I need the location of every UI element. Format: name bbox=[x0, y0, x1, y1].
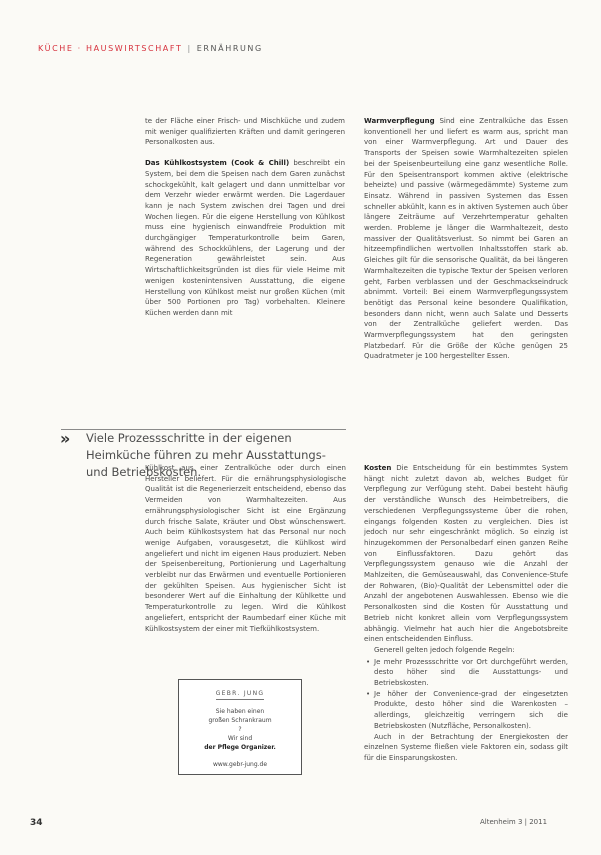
paragraph-warmverpflegung bbox=[364, 116, 568, 362]
left-column-top bbox=[145, 116, 345, 319]
right-column-bottom bbox=[364, 463, 568, 764]
right-column-top bbox=[364, 116, 568, 362]
subsection-title: ERNÄHRUNG bbox=[196, 44, 263, 53]
paragraph: Kühlkost aus einer Zentralküche oder durch einen Hersteller beliefert. Für die ernährungsphysiologische Qualität ist die Regenerierzeit entscheidend, ebenso das Vermeiden von Warmhaltezeiten. Aus ernährungsphysiologischer Sicht ist eine Ergänzung durch frische Salate, Kräuter und Obst wünschenswert. Auch beim Kühlkostsystem hat das Personal nur noch wenige Aufgaben, vorausgesetzt, die Kühlkost wird angeliefert und nicht im eigenen Haus produziert. Neben der Speisenbereitung, Portionierung und Lagerhaltung verbleibt nur das Erwärmen und eventuelle Portionieren der gekühlten Speisen. Aus hygienischer Sicht ist besonderer Wert auf die Einhaltung der Kühlkette und Temperaturkontrolle zu legen. Wird die Kühlkost angeliefert, entspricht der Raumbedarf einer Küche mit Kühlkostsystem der einer mit Tiefkühlkostsystem. bbox=[145, 464, 346, 633]
ad-text bbox=[179, 707, 301, 752]
publication-footer: Altenheim 3 | 2011 bbox=[480, 818, 548, 826]
paragraph-text: Sind eine Zentralküche das Essen konventionell her und liefert es warm aus, spricht man von einer Warmverpflegung. Art und Dauer des Transports der Speisen sowie Warmhaltezeiten spielen bei der Speisenbeurteilung eine ganz wesentliche Rolle. Für den Speisentransport kommen aktive (elektrische beheizte) und passive (wärmegedämmte) Systeme zum Einsatz. Während in passiven Systemen das Essen schneller abkühlt, kann es in aktiven Systemen auch über längere Zeiträume auf Verzehrtemperatur gehalten werden. Probleme je länger die Warmhaltezeit, desto massiver der Qualitätsverlust. So nimmt bei Garen an hitzeempfindlichen wertvollen Inhaltsstoffen stark ab. Gleiches gilt für die sensorische Qualität, da bei längeren Warmhaltezeiten die typische Textur der Speisen verloren geht, Farben verblassen und der Geschmackseindruck abnimmt. Vorteil: Bei einem Warmverpflegungssystem benötigt das Personal keine besondere Qualifikation, besonders dann nicht, wenn auch Salate und Desserts von der Zentralküche geliefert werden. Das Warmverpflegungssystem hat den geringsten Platzbedarf. Für die Größe der Küche genügen 25 Quadratmeter je 100 hergestellter Essen. bbox=[364, 117, 568, 361]
paragraph-kuehlkost bbox=[145, 158, 345, 319]
quote-marker-icon: » bbox=[60, 429, 68, 448]
list-item: • Je höher der Convenience-grad der eingesetzten Produkte, desto höher sind die Warenkosten – allerdings, gleichzeitig verringern sich die Betriebskosten (Nutzfläche, Personalkosten). bbox=[374, 689, 568, 732]
section-title: KÜCHE · HAUSWIRTSCHAFT bbox=[38, 44, 183, 53]
section-header bbox=[38, 44, 263, 53]
list-item: • Je mehr Prozessschritte vor Ort durchgeführt werden, desto höher sind die Ausstattungs- und Betriebskosten. bbox=[374, 657, 568, 689]
advertisement-box[interactable] bbox=[178, 679, 302, 775]
paragraph: te der Fläche einer Frisch- und Mischküche und zudem mit weniger qualifizierten Kräften und damit geringeren Personalkosten aus. bbox=[145, 117, 345, 147]
ad-url-link[interactable]: www.gebr-jung.de bbox=[212, 761, 268, 768]
ad-brand-logo: GEBR. JUNG bbox=[216, 690, 265, 700]
ad-line: Sie haben einen bbox=[215, 708, 265, 715]
page-number: 34 bbox=[30, 818, 43, 828]
pull-quote-text: Viele Prozessschritte in der eigenen Heimküche führen zu mehr Ausstattungs- und Betriebskosten. bbox=[86, 431, 326, 479]
paragraph-rules: Generell gelten jedoch folgende Regeln: bbox=[374, 645, 515, 654]
term-kuehlkostsystem: Das Kühlkostsystem (Cook & Chill) bbox=[145, 159, 290, 168]
ad-line: Wir sind bbox=[227, 735, 253, 742]
term-kosten: Kosten bbox=[364, 464, 392, 472]
header-separator: | bbox=[187, 44, 192, 53]
ad-line-strong: der Pflege Organizer. bbox=[204, 744, 276, 751]
term-warmverpflegung: Warmverpflegung bbox=[364, 117, 435, 125]
paragraph-kosten bbox=[364, 463, 568, 645]
left-column-bottom bbox=[145, 463, 346, 634]
rules-list bbox=[364, 657, 568, 732]
paragraph-text: Die Entscheidung für ein bestimmtes System hängt nicht zuletzt davon ab, welches Budget für Verpflegung zur Verfügung steht. Dabei besteht häufig der verständliche Wunsch des Heimbetreibers, die verschiedenen Verpflegungssysteme über die rohen, eingangs folgenden Kosten zu vergleichen. Dies ist jedoch nur sehr eingeschränkt möglich. So einzig ist hinzugekommen der Personalbedarf einen ganzen Reihe von Einflussfaktoren. Dazu gehört das Verpflegungssystem genauso wie die Anzahl der Mahlzeiten, die Gemüseauswahl, das Convenience-Stufe der Rohwaren, (Bio)-Qualität der Lebensmittel oder die Anzahl der angebotenen Auswahlessen. Ebenso wie die Personalkosten sind die Kosten für Ausstattung und Betrieb nicht konkret allein vom Verpflegungssystem abhängig. Vielmehr hat auch hier die Angebotsbreite einen entscheidenden Einfluss. bbox=[364, 464, 568, 644]
ad-line: großen Schrankraum bbox=[208, 717, 272, 724]
paragraph-energy: Auch in der Betrachtung der Energiekosten der einzelnen Systeme fließen viele Faktoren ein, sodass gilt für die Einsparungskosten. bbox=[364, 732, 568, 762]
ad-line: ? bbox=[238, 726, 242, 733]
paragraph-text: beschreibt ein System, bei dem die Speisen nach dem Garen zunächst schockgekühlt, kalt gelagert und dann unmittelbar vor dem Verzehr wieder erwärmt werden. Die Lagerdauer kann je nach System zwischen drei Tagen und drei Wochen liegen. Für die eigene Herstellung von Kühlkost muss eine hygienisch einwandfreie Produktion mit durchgängiger Temperaturkontrolle beim Garen, während des Schockkühlens, der Lagerung und der Regeneration gewährleistet sein. Aus Wirtschaftlichkeitsgründen ist dies für viele Heime mit wenigen kostenintensiven Ausstattung, die eigene Herstellung von Kühlkost meist nur großen Küchen (mit über 500 Portionen pro Tag) vorbehalten. Kleinere Küchen werden dann mit bbox=[145, 159, 346, 317]
